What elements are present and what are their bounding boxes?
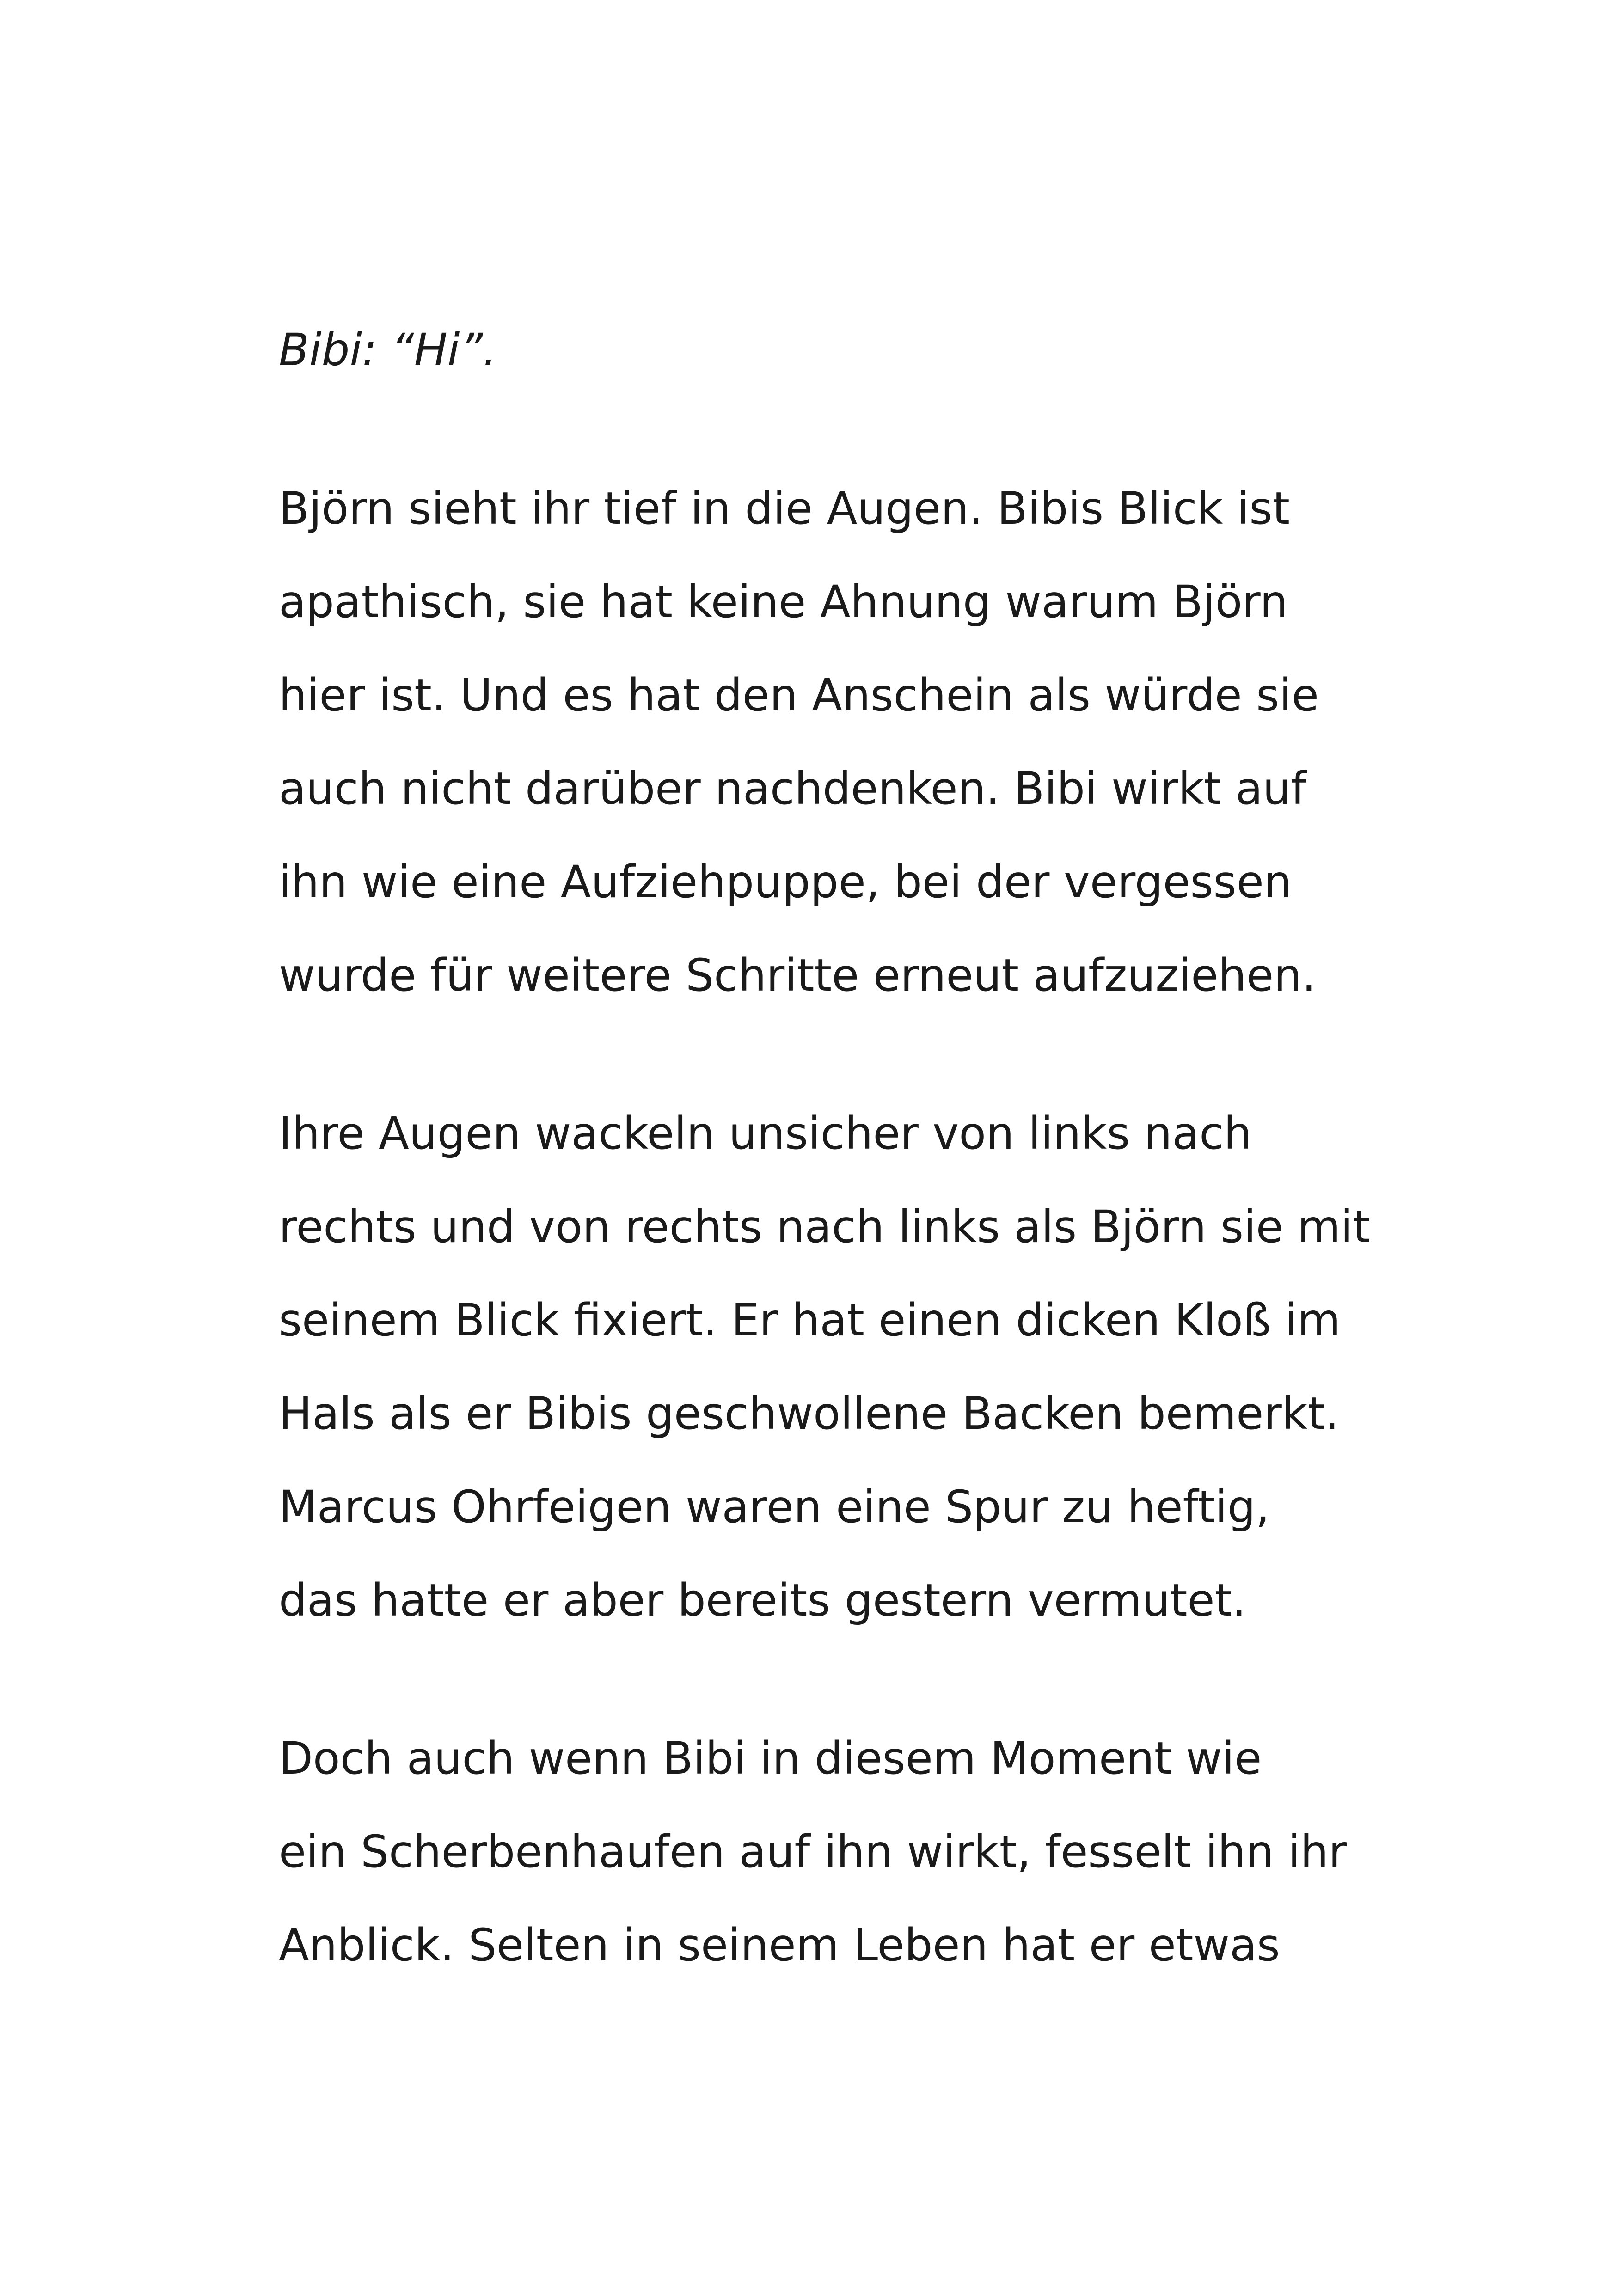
paragraph-line: rechts und von rechts nach links als Björn sie mit (279, 1201, 1371, 1253)
paragraph-line: Doch auch wenn Bibi in diesem Moment wie (279, 1733, 1262, 1784)
paragraph-line: seinem Blick fixiert. Er hat einen dicken Kloß im (279, 1294, 1341, 1346)
paragraph-line: hier ist. Und es hat den Anschein als würde sie (279, 669, 1319, 721)
paragraph-line: Hals als er Bibis geschwollene Backen bemerkt. (279, 1388, 1339, 1439)
paragraph-line: Anblick. Selten in seinem Leben hat er etwas (279, 1919, 1280, 1971)
paragraph-line: das hatte er aber bereits gestern vermutet. (279, 1574, 1246, 1626)
paragraph-line: Ihre Augen wackeln unsicher von links nach (279, 1108, 1252, 1159)
paragraph-line: auch nicht darüber nachdenken. Bibi wirkt auf (279, 763, 1306, 814)
paragraph-line: ein Scherbenhaufen auf ihn wirkt, fesselt ihn ihr (279, 1826, 1347, 1878)
paragraph-line: Björn sieht ihr tief in die Augen. Bibis Blick ist (279, 483, 1290, 534)
paragraph-line: Marcus Ohrfeigen waren eine Spur zu heftig, (279, 1481, 1270, 1533)
paragraph-line: apathisch, sie hat keine Ahnung warum Björn (279, 576, 1288, 628)
paragraph-line: wurde für weitere Schritte erneut aufzuziehen. (279, 949, 1316, 1001)
paragraph-line: ihn wie eine Aufziehpuppe, bei der vergessen (279, 856, 1292, 908)
speaker-line: Bibi: “Hi”. (279, 324, 497, 376)
